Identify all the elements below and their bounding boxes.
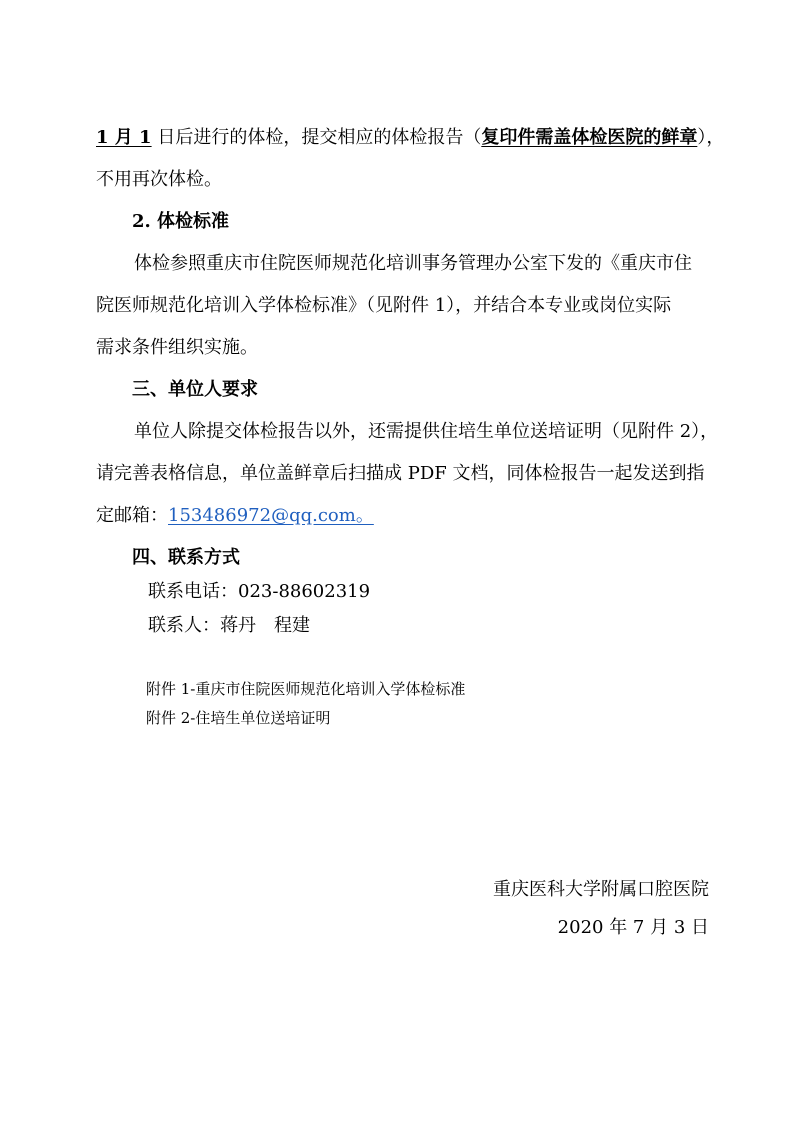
section-heading: 四、联系方式 (132, 547, 240, 568)
paragraph-line (96, 126, 724, 150)
email-label: 定邮箱： (96, 505, 168, 526)
signature-organization: 重庆医科大学附属口腔医院 (493, 879, 709, 900)
text-segment: 日后进行的体检，提交相应的体检报告（ (151, 127, 482, 148)
contact-1: 联系人：蒋丹 (148, 615, 256, 636)
paragraph-line: 体检参照重庆市住院医师规范化培训事务管理办公室下发的《重庆市住 (134, 253, 692, 274)
paragraph-line: 请完善表格信息，单位盖鲜章后扫描成 PDF 文档，同体检报告一起发送到指 (96, 463, 705, 484)
email-link[interactable]: 153486972@qq.com。 (168, 505, 374, 526)
stamp-requirement-emphasis: 复印件需盖体检医院的鲜章 (481, 127, 698, 148)
section-heading: 2. 体检标准 (132, 211, 230, 232)
paragraph-line: 需求条件组织实施。 (96, 337, 258, 358)
date-emphasis: 1 月 1 (96, 127, 152, 148)
attachment-item: 附件 1-重庆市住院医师规范化培训入学体检标准 (146, 680, 466, 698)
contact-names (148, 614, 310, 638)
contact-phone: 联系电话：023-88602319 (148, 581, 371, 602)
signature-date: 2020 年 7 月 3 日 (557, 917, 709, 938)
paragraph-line: 院医师规范化培训入学体检标准》（见附件 1），并结合本专业或岗位实际 (96, 295, 672, 316)
paragraph-line: 不用再次体检。 (96, 169, 222, 190)
paragraph-line (96, 504, 374, 528)
paragraph-line: 单位人除提交体检报告以外，还需提供住培生单位送培证明（见附件 2）， (134, 421, 719, 442)
contact-2: 程建 (274, 615, 310, 636)
attachment-item: 附件 2-住培生单位送培证明 (146, 709, 331, 727)
section-heading: 三、单位人要求 (132, 379, 258, 400)
text-segment: ）， (697, 127, 725, 148)
